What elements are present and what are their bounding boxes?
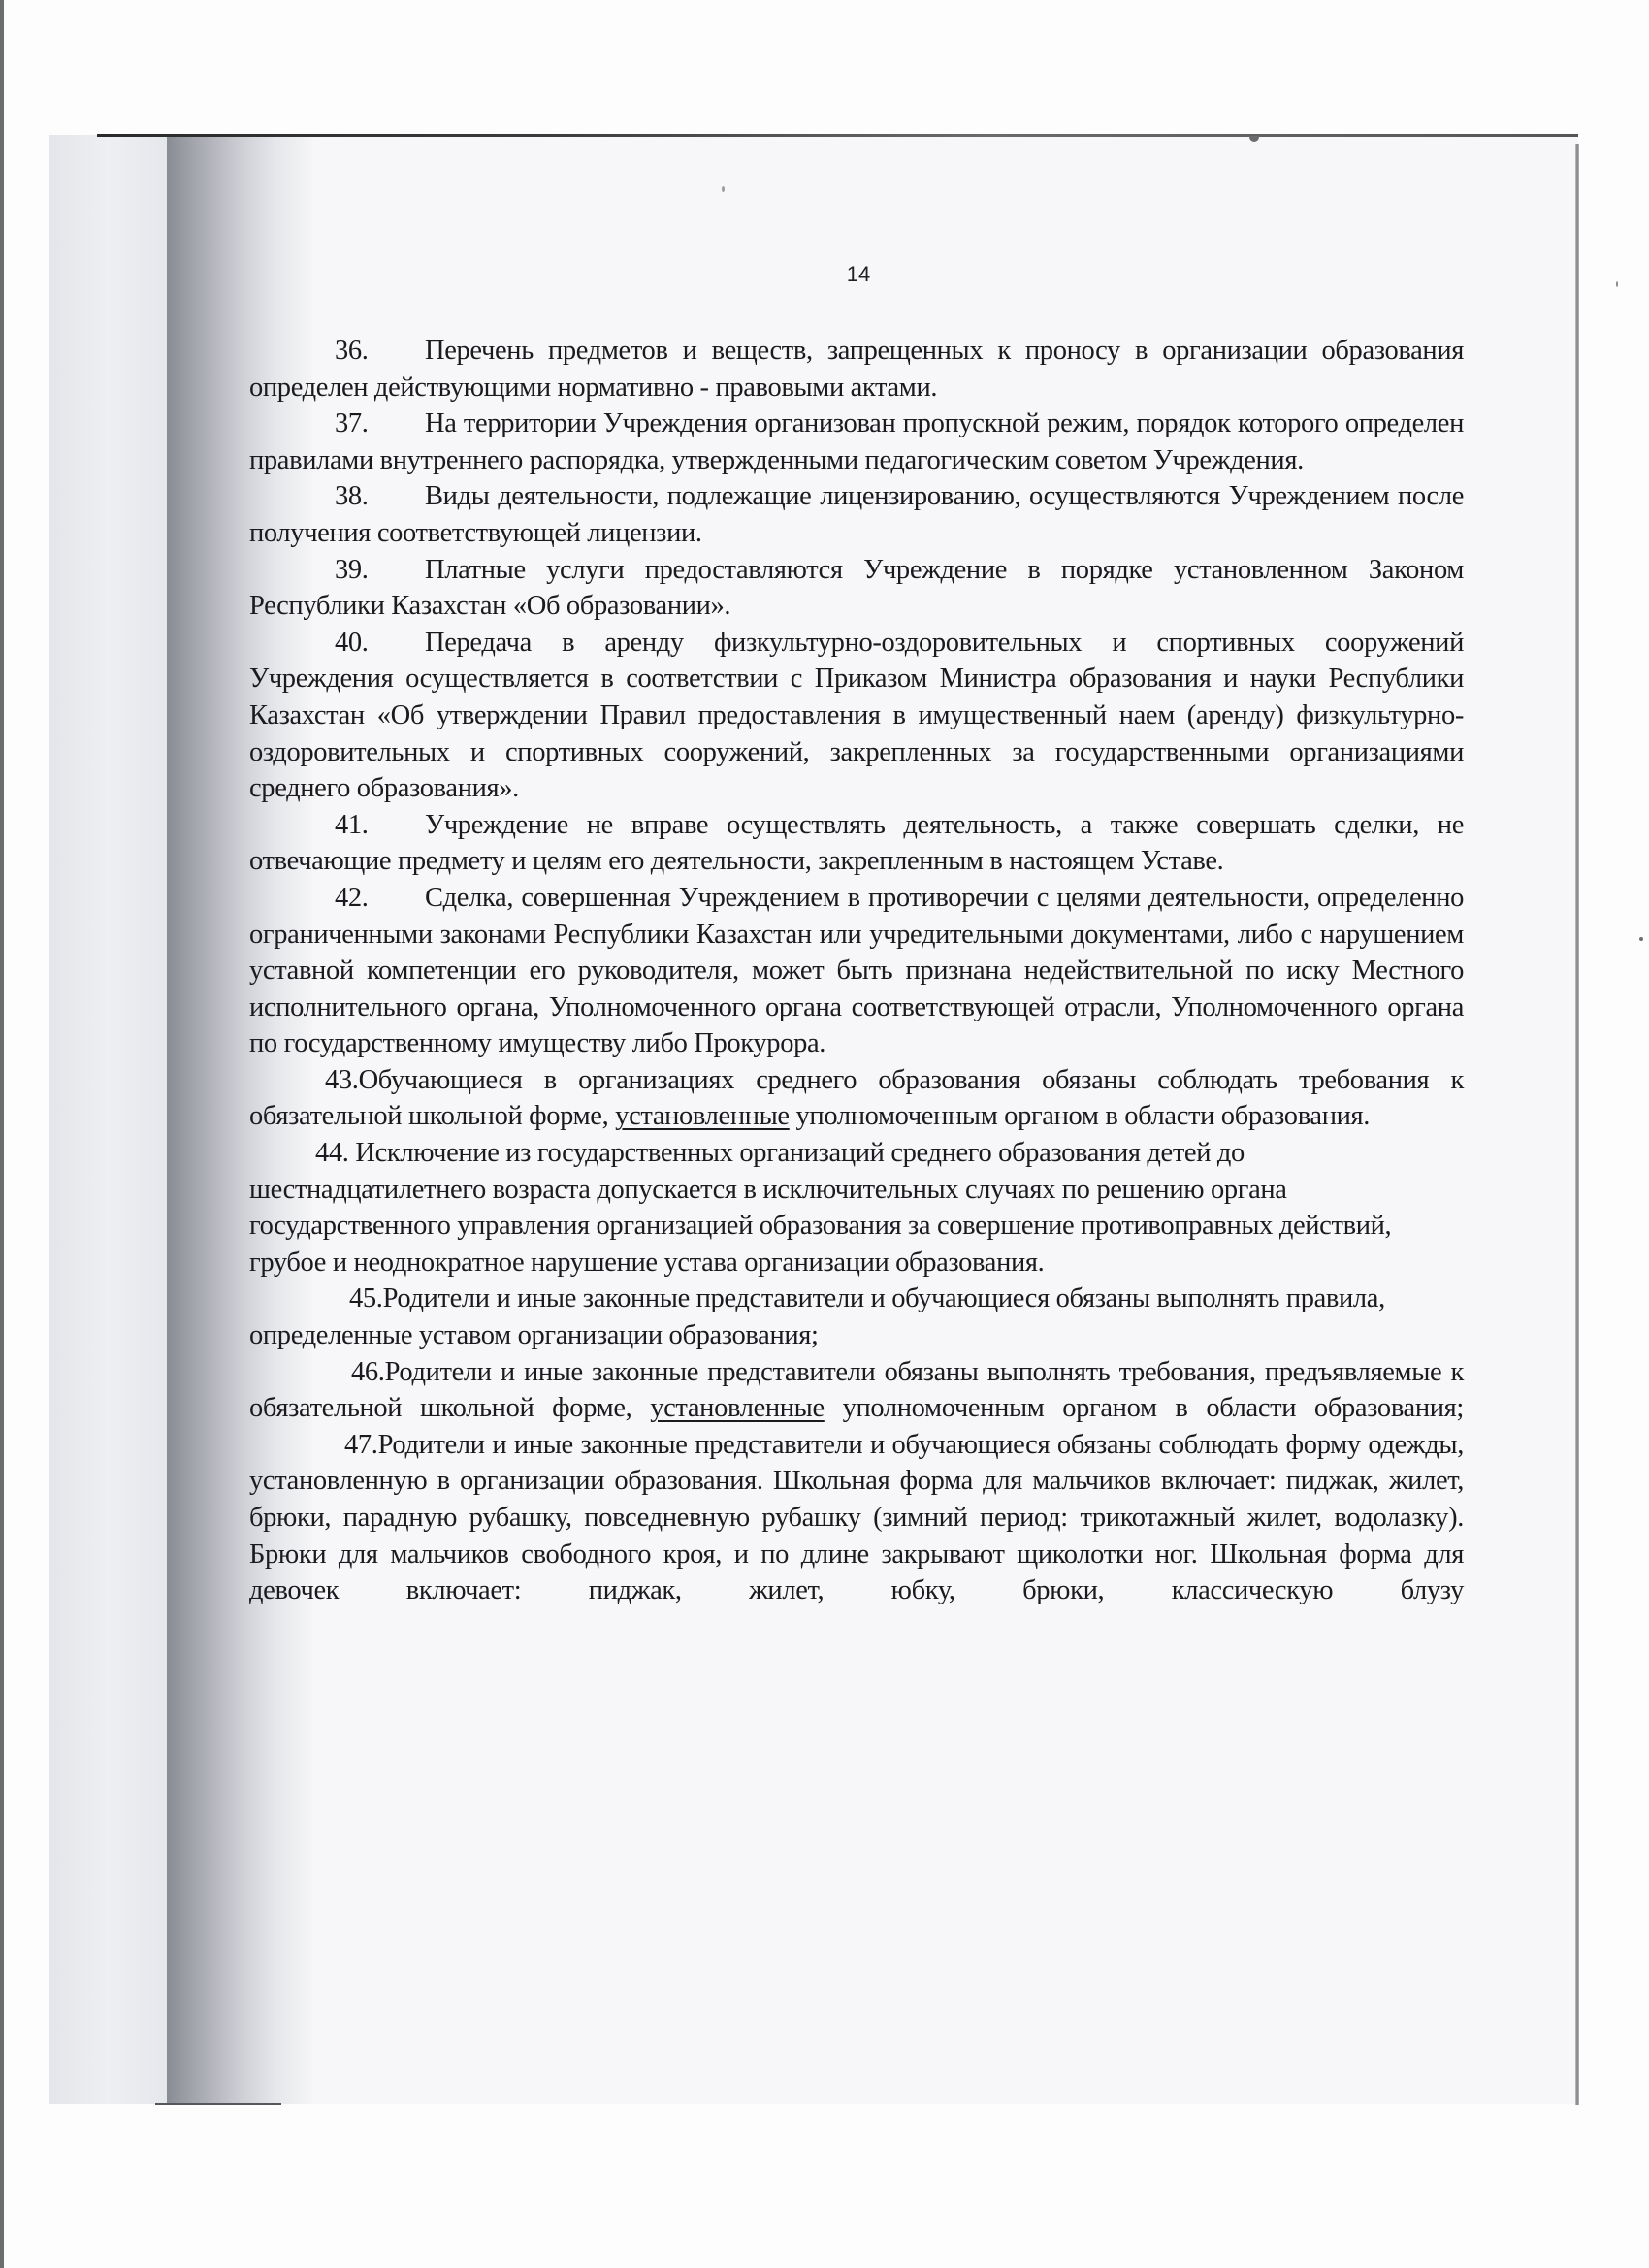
paragraph-number: 41. bbox=[335, 809, 369, 840]
paragraph-38 bbox=[249, 478, 1464, 551]
paragraph-37 bbox=[249, 405, 1464, 478]
paragraph-text: Перечень предметов и веществ, запрещенных к проносу в организации образования определен действующими нормативно - правовыми актами. bbox=[249, 336, 1464, 403]
paragraph-text: уполномоченным органом в области образования; bbox=[842, 1393, 1464, 1424]
paragraph-40 bbox=[249, 625, 1464, 807]
paragraph-number: 37. bbox=[335, 408, 369, 439]
scan-speck bbox=[1639, 937, 1643, 941]
paragraph-text: уполномоченным органом в области образования. bbox=[795, 1101, 1371, 1132]
page-number: 14 bbox=[846, 262, 871, 286]
underlined-text: установленные bbox=[650, 1393, 824, 1424]
paragraph-number: 42. bbox=[335, 882, 369, 913]
paragraph-45 bbox=[249, 1280, 1464, 1353]
paragraph-41 bbox=[249, 807, 1464, 880]
scan-speck bbox=[722, 186, 725, 192]
paragraph-text: Родители и иные законные представители обязаны выполнять требования, предъявляемые к обязательной школьной форме, bbox=[249, 1356, 1464, 1424]
paragraph-text: Передача в аренду физкультурно-оздоровительных и спортивных сооружений Учреждения осуществляется в соответствии с Приказом Министра образования и науки Республики Казахстан «Об утверждении Правил предоставления в имущественный наем (аренду) физкультурно-оздоровительных и спортивных сооружений, закрепленных за государственными организациями среднего образования». bbox=[249, 627, 1464, 804]
paragraph-text: Исключение из государственных организаций среднего образования детей до шестнадцатилетнего возраста допускается в исключительных случаях по решению органа государственного управления организацией образования за совершение противоправных действий, грубое и неоднократное нарушение устава организации образования. bbox=[249, 1138, 1392, 1278]
paragraph-39 bbox=[249, 552, 1464, 625]
paragraph-text: Сделка, совершенная Учреждением в противоречии с целями деятельности, определенно ограниченными законами Республики Казахстан или учредительными документами, либо с нарушением уставной компетенции его руководителя, может быть признана недействительной по иску Местного исполнительного органа, Уполномоченного органа соответствующей отрасли, Уполномоченного органа по государственному имуществу либо Прокурора. bbox=[249, 882, 1464, 1059]
sheet-top-edge bbox=[97, 134, 1578, 137]
paragraph-text: Обучающиеся в организациях среднего образования обязаны соблюдать требования к обязательной школьной форме, bbox=[249, 1064, 1464, 1132]
paragraph-text: На территории Учреждения организован пропускной режим, порядок которого определен правилами внутреннего распорядка, утвержденными педагогическим советом Учреждения. bbox=[249, 408, 1464, 475]
paragraph-47 bbox=[249, 1427, 1464, 1609]
sheet-left-margin-strip bbox=[48, 135, 167, 2104]
paragraph-42 bbox=[249, 880, 1464, 1062]
paragraph-number: 36. bbox=[335, 336, 369, 366]
paragraph-number: 44. bbox=[315, 1138, 349, 1169]
paragraph-43 bbox=[249, 1062, 1464, 1135]
paragraph-number: 43. bbox=[325, 1064, 359, 1095]
paragraph-44 bbox=[249, 1135, 1464, 1280]
sheet-right-edge bbox=[1575, 144, 1579, 2105]
paragraph-36 bbox=[249, 333, 1464, 405]
paragraph-number: 38. bbox=[335, 481, 369, 512]
paragraph-text: Родители и иные законные представители и обучающиеся обязаны выполнять правила, определенные уставом организации образования; bbox=[249, 1283, 1385, 1351]
paragraph-number: 40. bbox=[335, 627, 369, 658]
paragraph-number: 39. bbox=[335, 554, 369, 585]
paragraph-number: 46. bbox=[351, 1356, 385, 1387]
paragraph-number: 45. bbox=[349, 1283, 383, 1314]
paragraph-text: Виды деятельности, подлежащие лицензированию, осуществляются Учреждением после получения соответствующей лицензии. bbox=[249, 481, 1464, 548]
document-body bbox=[249, 333, 1464, 1609]
paragraph-number: 47. bbox=[344, 1429, 378, 1460]
paragraph-text: Учреждение не вправе осуществлять деятельность, а также совершать сделки, не отвечающие предмету и целям его деятельности, закрепленным в настоящем Уставе. bbox=[249, 809, 1464, 877]
scan-border-left bbox=[0, 0, 4, 2268]
paragraph-46 bbox=[249, 1354, 1464, 1427]
paragraph-text: Платные услуги предоставляются Учреждение в порядке установленном Законом Республики Казахстан «Об образовании». bbox=[249, 554, 1464, 622]
underlined-text: установленные bbox=[615, 1101, 790, 1132]
sheet-bottom-edge bbox=[155, 2103, 281, 2105]
paragraph-text: Родители и иные законные представители и обучающиеся обязаны соблюдать форму одежды, установленную в организации образования. Школьная форма для мальчиков включает: пиджак, жилет, брюки, парадную рубашку, повседневную рубашку (зимний период: трикотажный жилет, водолазку). Брюки для мальчиков свободного кроя, и по длине закрывают щиколотки ног. Школьная форма для девочек включает: пиджак, жилет, юбку, брюки, классическую блузу bbox=[249, 1429, 1464, 1606]
